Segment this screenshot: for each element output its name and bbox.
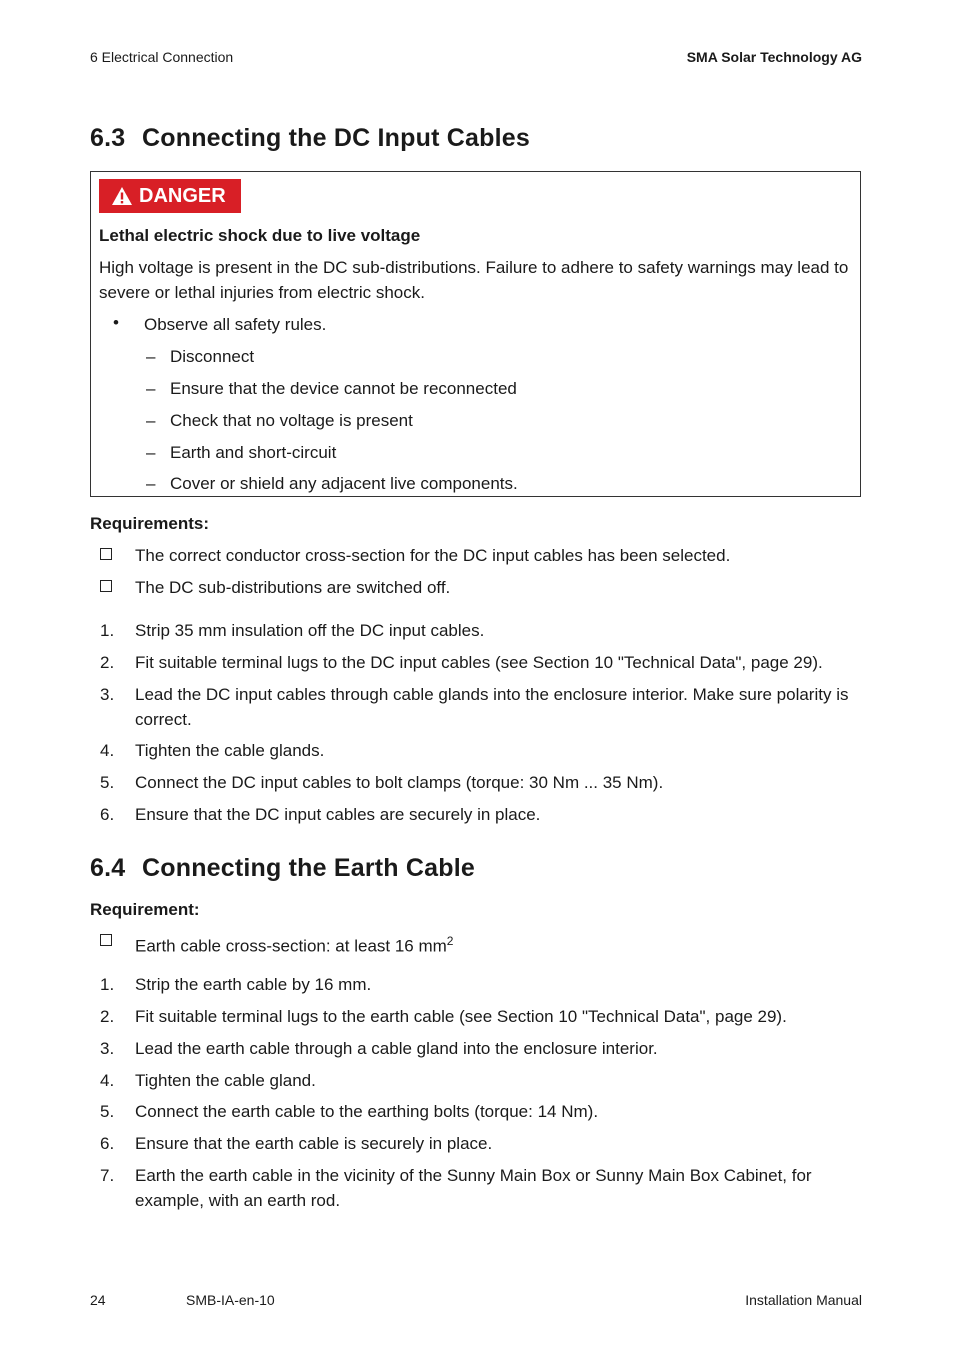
- step-item: Fit suitable terminal lugs to the DC input cables (see Section 10 "Technical Data", page 29).: [135, 653, 823, 672]
- step-item: Connect the DC input cables to bolt clamps (torque: 30 Nm ... 35 Nm).: [135, 773, 664, 792]
- step-number: 5.: [100, 773, 115, 792]
- document-type: Installation Manual: [745, 1292, 862, 1308]
- requirement-item: [135, 929, 453, 959]
- danger-bullet: Observe all safety rules.: [144, 315, 327, 334]
- step-number: 4.: [100, 741, 115, 760]
- page-number: 24: [90, 1292, 106, 1308]
- step-number: 3.: [100, 685, 115, 704]
- section-number: 6.4: [90, 854, 126, 882]
- requirement-checkbox: [100, 934, 112, 946]
- step-number: 2.: [100, 653, 115, 672]
- step-number: 1.: [100, 621, 115, 640]
- danger-sub-item: Earth and short-circuit: [170, 443, 337, 462]
- section-title: Connecting the Earth Cable: [142, 854, 476, 882]
- step-item: Strip the earth cable by 16 mm.: [135, 975, 372, 994]
- bullet-marker: •: [113, 313, 119, 332]
- warning-triangle-icon: [111, 186, 133, 206]
- danger-sub-item: Ensure that the device cannot be reconnected: [170, 379, 517, 398]
- requirement-checkbox: [100, 548, 112, 560]
- superscript-2: 2: [446, 934, 454, 948]
- requirements-label: Requirements:: [90, 514, 210, 533]
- document-code: SMB-IA-en-10: [186, 1292, 275, 1308]
- requirement-text: Earth cable cross-section: at least 16 mm: [135, 936, 447, 956]
- step-number: 6.: [100, 805, 115, 824]
- requirement-item: The correct conductor cross-section for the DC input cables has been selected.: [135, 546, 731, 565]
- step-number: 6.: [100, 1134, 115, 1153]
- step-number: 1.: [100, 975, 115, 994]
- step-number: 5.: [100, 1102, 115, 1121]
- danger-notice: [90, 171, 861, 497]
- step-item: Earth the earth cable in the vicinity of the Sunny Main Box or Sunny Main Box Cabinet, for example, with an earth rod.: [135, 1166, 812, 1210]
- requirement-label: Requirement:: [90, 900, 200, 919]
- section-number: 6.3: [90, 124, 126, 152]
- requirement-checkbox: [100, 580, 112, 592]
- step-number: 7.: [100, 1166, 115, 1185]
- dash-marker: –: [146, 474, 156, 493]
- danger-badge: [99, 179, 241, 213]
- step-item: Ensure that the earth cable is securely in place.: [135, 1134, 493, 1153]
- step-number: 4.: [100, 1071, 115, 1090]
- danger-sub-item: Disconnect: [170, 347, 255, 366]
- danger-heading: Lethal electric shock due to live voltage: [99, 226, 421, 245]
- dash-marker: –: [146, 347, 156, 366]
- dash-marker: –: [146, 379, 156, 398]
- step-item: Tighten the cable glands.: [135, 741, 325, 760]
- step-number: 2.: [100, 1007, 115, 1026]
- dash-marker: –: [146, 443, 156, 462]
- section-6-4-heading: [90, 854, 475, 883]
- step-item: Strip 35 mm insulation off the DC input cables.: [135, 621, 485, 640]
- requirement-item: The DC sub-distributions are switched off.: [135, 578, 451, 597]
- danger-body: High voltage is present in the DC sub-distributions. Failure to adhere to safety warnings may lead to severe or lethal injuries from electric shock.: [99, 258, 849, 302]
- danger-sub-item: Cover or shield any adjacent live components.: [170, 474, 518, 493]
- danger-sub-item: Check that no voltage is present: [170, 411, 413, 430]
- running-header-company: SMA Solar Technology AG: [686, 49, 862, 65]
- section-title: Connecting the DC Input Cables: [142, 124, 530, 152]
- step-item: Fit suitable terminal lugs to the earth cable (see Section 10 "Technical Data", page 29).: [135, 1007, 787, 1026]
- running-header-chapter: 6 Electrical Connection: [90, 49, 234, 65]
- step-number: 3.: [100, 1039, 115, 1058]
- step-item: Connect the earth cable to the earthing bolts (torque: 14 Nm).: [135, 1102, 599, 1121]
- step-item: Lead the DC input cables through cable glands into the enclosure interior. Make sure polarity is correct.: [135, 685, 849, 729]
- dash-marker: –: [146, 411, 156, 430]
- step-item: Lead the earth cable through a cable gland into the enclosure interior.: [135, 1039, 658, 1058]
- danger-label: DANGER: [139, 184, 226, 207]
- step-item: Ensure that the DC input cables are securely in place.: [135, 805, 541, 824]
- step-item: Tighten the cable gland.: [135, 1071, 316, 1090]
- section-6-3-heading: [90, 124, 530, 153]
